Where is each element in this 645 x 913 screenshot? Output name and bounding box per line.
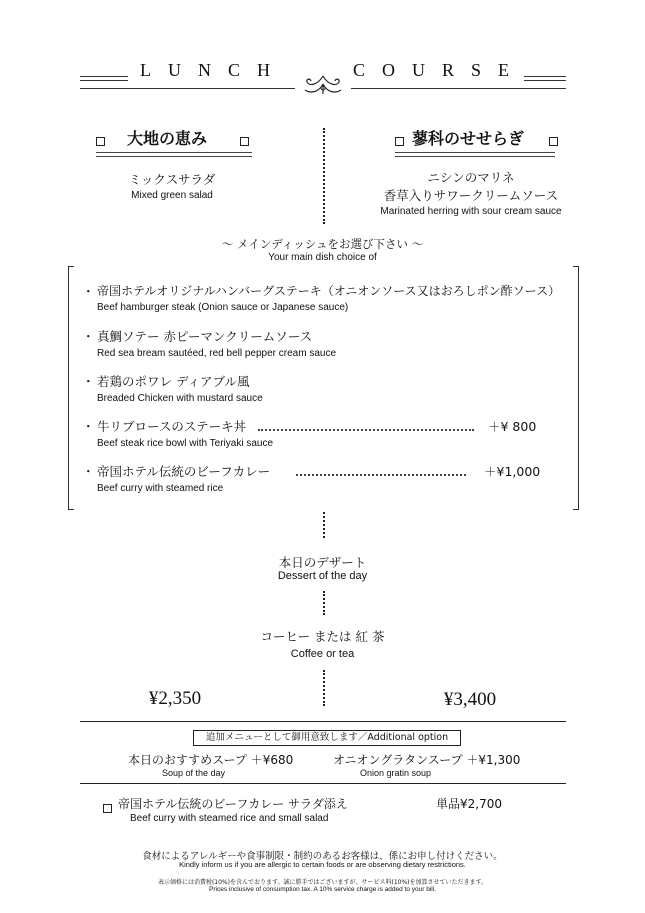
main-item-en: Beef steak rice bowl with Teriyaki sauce bbox=[97, 438, 274, 449]
soup-jp: 本日のおすすめスープ ＋¥680 bbox=[128, 753, 294, 767]
course-divider bbox=[323, 128, 325, 224]
curry-set-jp: 帝国ホテル伝統のビーフカレー サラダ添え bbox=[118, 797, 348, 811]
additional-label: 追加メニューとして御用意致します／Additional option bbox=[193, 730, 461, 746]
square-bullet-icon bbox=[240, 137, 249, 146]
leader-dots bbox=[296, 462, 466, 476]
course-a-starter-jp: ミックスサラダ bbox=[128, 172, 216, 187]
main-heading-jp: ～ メインディッシュをお選び下さい ～ bbox=[221, 237, 424, 251]
course-a-price: ¥2,350 bbox=[148, 688, 202, 709]
square-bullet-icon bbox=[96, 137, 105, 146]
coffee-en: Coffee or tea bbox=[290, 648, 355, 660]
list-item bbox=[82, 327, 572, 373]
square-bullet-icon bbox=[103, 804, 112, 813]
list-item bbox=[82, 419, 572, 465]
course-a-underline bbox=[96, 152, 252, 153]
main-item-jp: 牛リブロースのステーキ丼 bbox=[97, 419, 247, 434]
course-b-starter-jp-1: ニシンのマリネ bbox=[427, 170, 515, 185]
dessert-en: Dessert of the day bbox=[277, 570, 368, 582]
main-item-list bbox=[82, 281, 572, 511]
additional-rule bbox=[80, 721, 566, 722]
curry-set-price: 単品¥2,700 bbox=[436, 797, 502, 811]
allergy-jp: 食材によるアレルギーや食事制限・制約のあるお客様は、係にお申し付けください。 bbox=[142, 851, 503, 862]
main-item-price: ＋¥ 800 bbox=[488, 419, 537, 434]
bullet-icon: ・ bbox=[82, 329, 95, 344]
bullet-icon: ・ bbox=[82, 419, 95, 434]
main-item-en: Breaded Chicken with mustard sauce bbox=[97, 393, 263, 404]
main-bracket-right bbox=[573, 266, 579, 510]
additional-rule-2 bbox=[80, 783, 566, 784]
course-b-starter-en: Marinated herring with sour cream sauce bbox=[380, 206, 562, 217]
course-a-title: 大地の恵み bbox=[127, 129, 208, 148]
bullet-icon: ・ bbox=[82, 284, 95, 299]
main-heading-en: Your main dish choice of bbox=[268, 252, 377, 263]
course-a-starter-en: Mixed green salad bbox=[131, 190, 213, 201]
course-b-underline bbox=[395, 152, 555, 153]
tax-jp: 表示価格には消費税(10%)を含んでおります。誠に勝手ではございますが、サービス料(10%)を加算させていただきます。 bbox=[157, 879, 488, 886]
list-item bbox=[82, 465, 572, 511]
main-item-jp: 帝国ホテルオリジナルハンバーグステーキ（オニオンソース又はおろしポン酢ソース） bbox=[97, 284, 561, 298]
main-item-jp: 若鶏のポワレ ディアブル風 bbox=[97, 374, 250, 389]
soup-en: Soup of the day bbox=[162, 768, 226, 778]
dessert-jp: 本日のデザート bbox=[278, 555, 367, 570]
tax-en: Prices inclusive of consumption tax. A 10% service charge is added to your bill. bbox=[209, 886, 436, 893]
main-bracket-left bbox=[68, 266, 74, 510]
square-bullet-icon bbox=[549, 137, 558, 146]
main-item-en: Beef curry with steamed rice bbox=[97, 483, 224, 494]
allergy-en: Kindly inform us if you are allergic to certain foods or are observing dietary restrictions. bbox=[179, 860, 466, 869]
main-item-jp: 帝国ホテル伝統のビーフカレー bbox=[97, 464, 271, 479]
bullet-icon: ・ bbox=[82, 464, 95, 479]
square-bullet-icon bbox=[395, 137, 404, 146]
main-item-jp: 真鯛ソテー 赤ピーマンクリームソース bbox=[97, 329, 313, 344]
title-course: COURSE bbox=[353, 60, 527, 80]
course-b-starter-jp-2: 香草入りサワークリームソース bbox=[383, 188, 559, 203]
divider-dots bbox=[323, 512, 325, 538]
main-item-en: Beef hamburger steak (Onion sauce or Japanese sauce) bbox=[97, 302, 349, 313]
leader-dots bbox=[258, 417, 474, 431]
gratin-en: Onion gratin soup bbox=[360, 768, 432, 778]
coffee-jp: コーヒー または 紅 茶 bbox=[260, 629, 385, 644]
divider-dots bbox=[323, 591, 325, 615]
bullet-icon: ・ bbox=[82, 374, 95, 389]
course-b-price: ¥3,400 bbox=[443, 689, 497, 710]
list-item bbox=[82, 373, 572, 419]
course-b-title: 蓼科のせせらぎ bbox=[412, 129, 525, 148]
price-divider bbox=[323, 670, 325, 706]
course-a-heading bbox=[96, 131, 105, 150]
curry-set-en: Beef curry with steamed rice and small salad bbox=[130, 813, 329, 824]
ornament-icon bbox=[303, 72, 343, 96]
list-item bbox=[82, 281, 572, 327]
main-item-price: ＋¥1,000 bbox=[484, 464, 541, 479]
gratin-jp: オニオングラタンスープ ＋¥1,300 bbox=[333, 753, 521, 767]
main-item-en: Red sea bream sautéed, red bell pepper cream sauce bbox=[97, 348, 337, 359]
title-lunch: LUNCH bbox=[140, 60, 287, 80]
